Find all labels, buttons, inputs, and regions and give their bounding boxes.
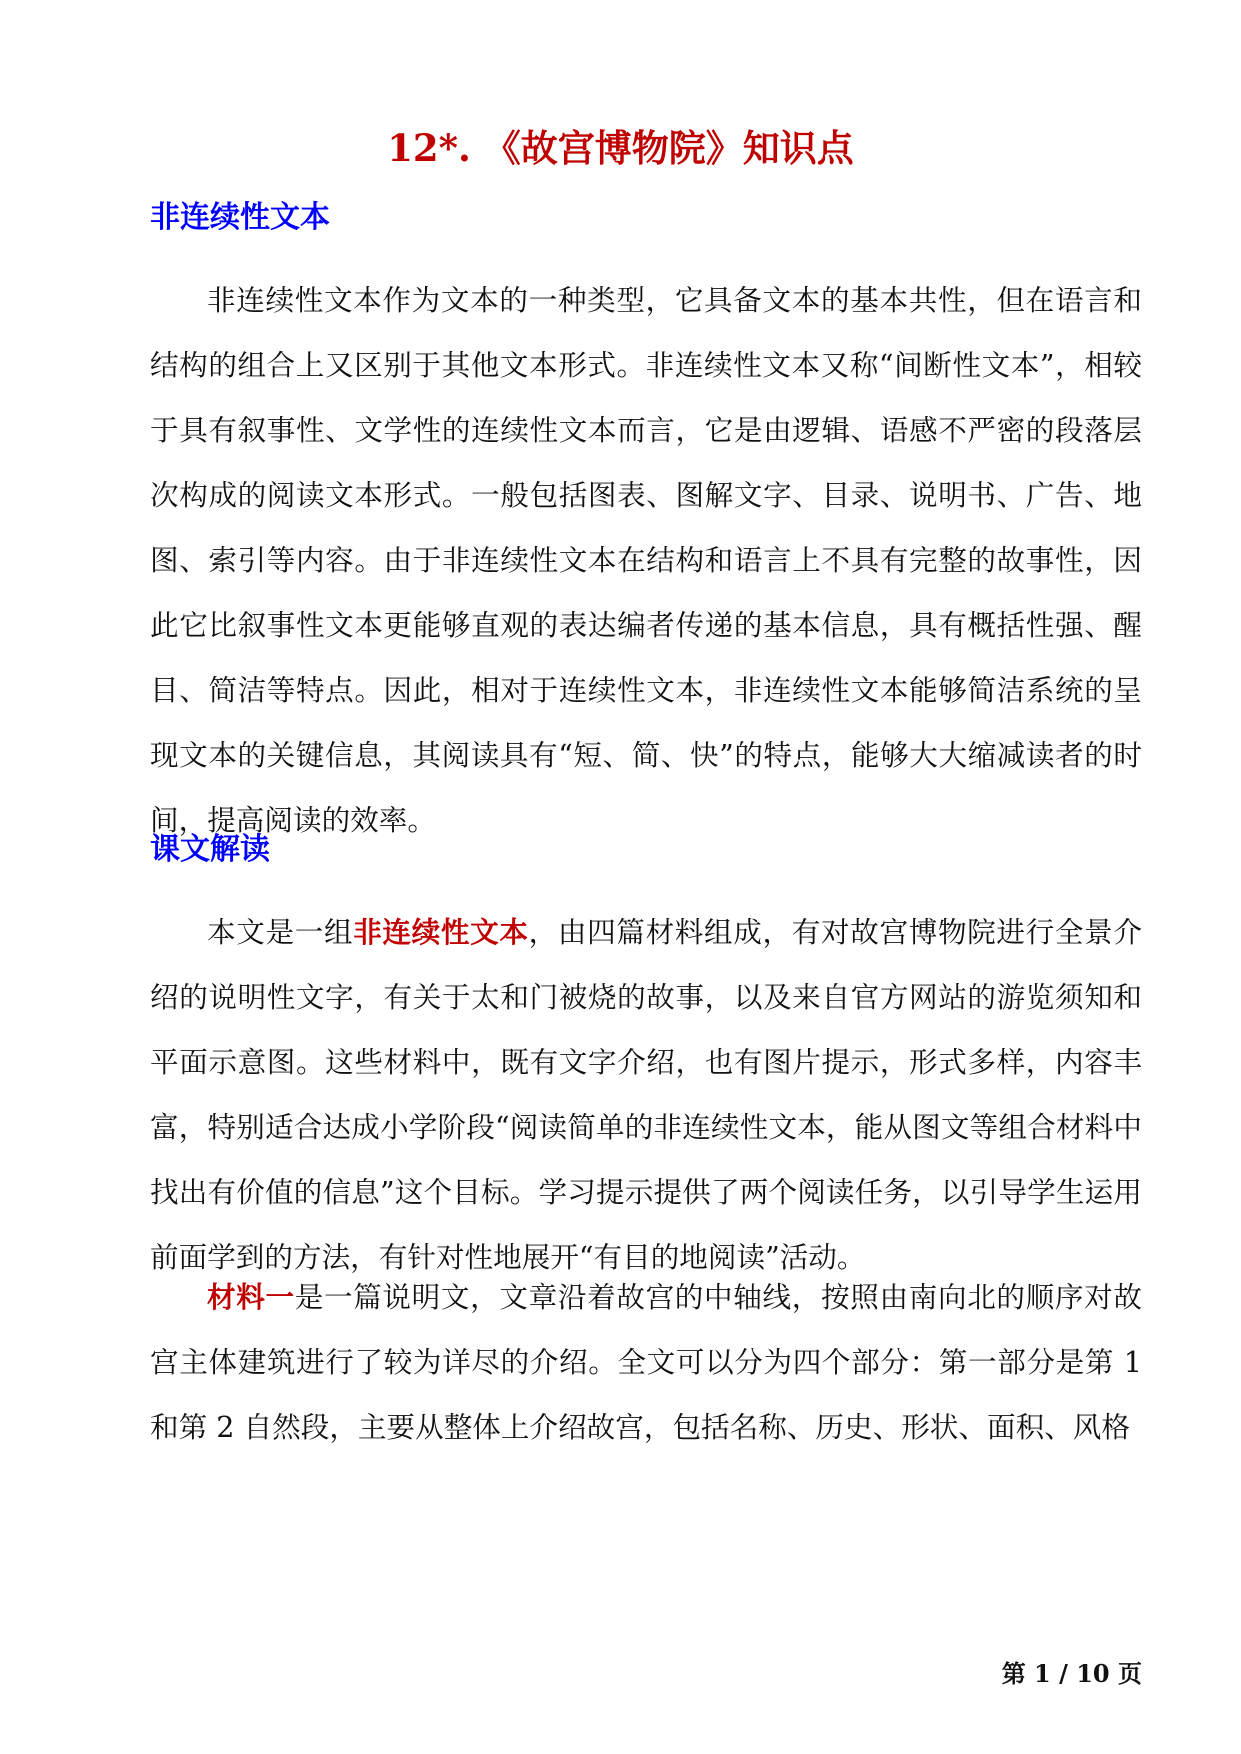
highlight-material-one: 材料一: [207, 1280, 295, 1314]
section-heading-noncontinuous-text: 非连续性文本: [150, 200, 330, 235]
section-heading-text-interpretation: 课文解读: [150, 832, 270, 867]
page-number-footer: 第 1 / 10 页: [1001, 1659, 1142, 1688]
paragraph-lead-text: 本文是一组: [207, 915, 354, 949]
page-title: 12*. 《故宫博物院》知识点: [387, 126, 854, 170]
paragraph-rest-text: ，由四篇材料组成，有对故宫博物院进行全景介绍的说明性文字，有关于太和门被烧的故事，以及来自官方网站的游览须知和平面示意图。这些材料中，既有文字介绍，也有图片提示，形式多样，内容丰富，特别适合达成小学阶段“阅读简单的非连续性文本，能从图文等组合材料中找出有价值的信息”这个目标。学习提示提供了两个阅读任务，以引导学生运用前面学到的方法，有针对性地展开“有目的地阅读”活动。: [150, 915, 1142, 1274]
paragraph-noncontinuous-text: 非连续性文本作为文本的一种类型，它具备文本的基本共性，但在语言和结构的组合上又区别于其他文本形式。非连续性文本又称“间断性文本”，相较于具有叙事性、文学性的连续性文本而言，它是由逻辑、语感不严密的段落层次构成的阅读文本形式。一般包括图表、图解文字、目录、说明书、广告、地图、索引等内容。由于非连续性文本在结构和语言上不具有完整的故事性，因此它比叙事性文本更能够直观的表达编者传递的基本信息，具有概括性强、醒目、简洁等特点。因此，相对于连续性文本，非连续性文本能够简洁系统的呈现文本的关键信息，其阅读具有“短、简、快”的特点，能够大大缩减读者的时间，提高阅读的效率。: [150, 283, 1142, 837]
paragraph-material-one-text: 是一篇说明文，文章沿着故宫的中轴线，按照由南向北的顺序对故宫主体建筑进行了较为详尽的介绍。全文可以分为四个部分：第一部分是第 1 和第 2 自然段，主要从整体上介绍故宫，包括名称、历史、形状、面积、风格: [150, 1280, 1142, 1444]
paragraph-material-one: [150, 1265, 1142, 1460]
paragraph-text-overview: [150, 900, 1142, 1290]
highlight-noncontinuous-text: 非连续性文本: [353, 915, 529, 949]
